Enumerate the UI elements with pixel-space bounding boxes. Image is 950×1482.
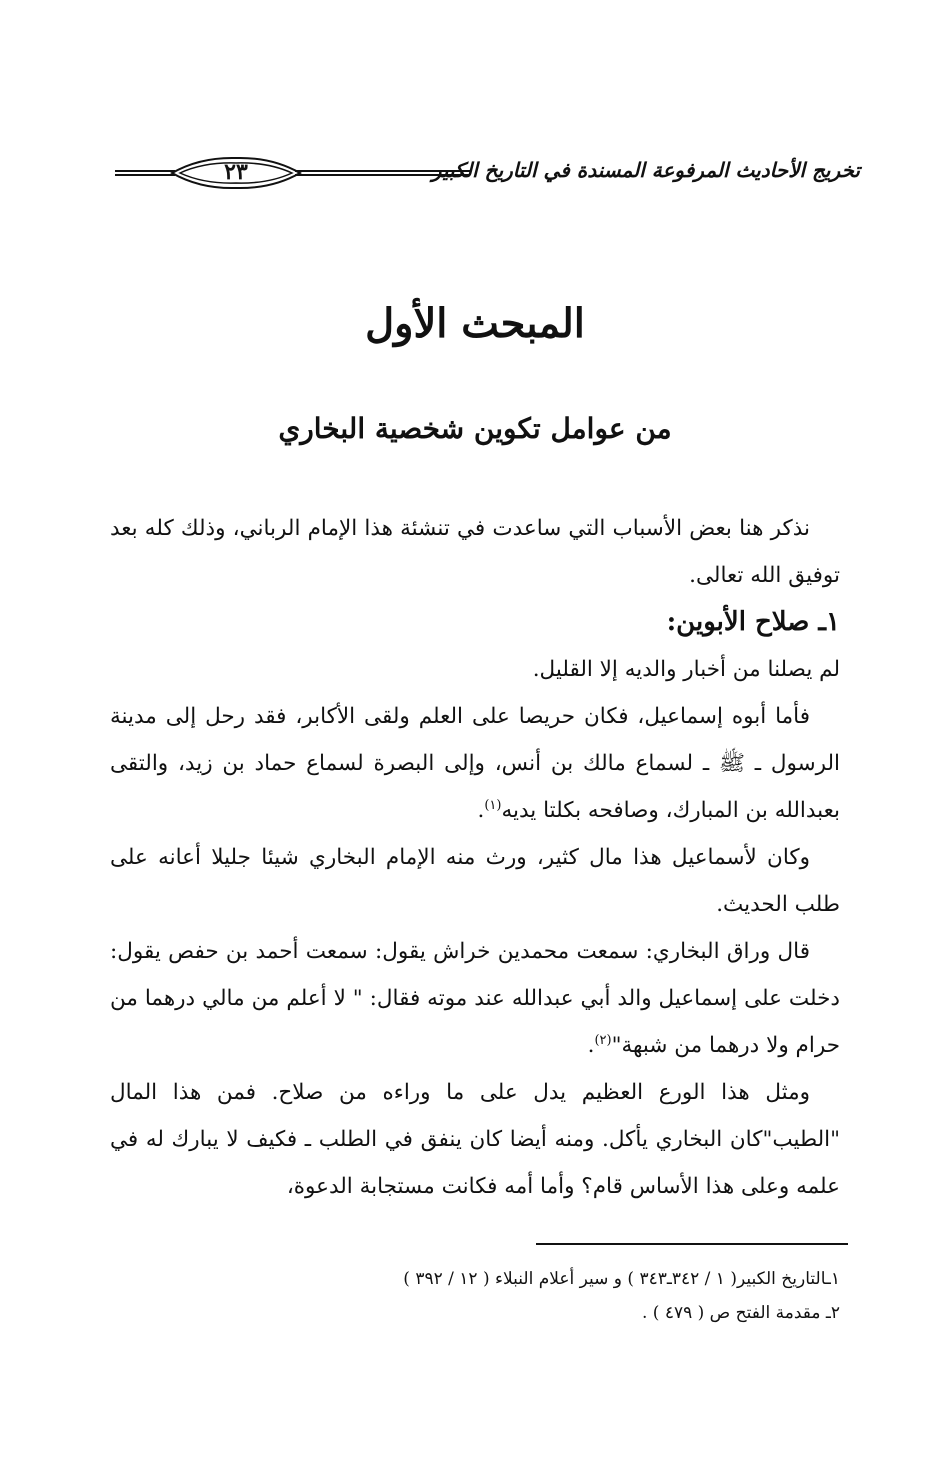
footnote-separator <box>536 1243 848 1245</box>
footnote-1: ١ـالتاريخ الكبير( ١ / ٣٤٢ـ٣٤٣ ) و سير أعلام النبلاء ( ١٢ / ٣٩٢ ) <box>403 1269 840 1289</box>
page-number: ٢٣ <box>224 159 248 185</box>
section-subtitle: من عوامل تكوين شخصية البخاري <box>278 412 672 445</box>
chapter-title: المبحث الأول <box>365 300 585 347</box>
header-rule-right <box>295 170 470 176</box>
paragraph-4 <box>110 928 840 1069</box>
paragraph-4-text: قال وراق البخاري: سمعت محمدين خراش يقول: سمعت أحمد بن حفص يقول: دخلت على إسماعيل والد أبي عبدالله عند موته فقال: " لا أعلم من مالي درهما من حرام ولا درهما من شبهة" <box>110 939 840 1058</box>
header-rule-left <box>115 170 175 176</box>
subheading-parents-piety: ١ـ صلاح الأبوين: <box>666 607 840 637</box>
paragraph-3: وكان لأسماعيل هذا مال كثير، ورث منه الإمام البخاري شيئا جليلا أعانه على طلب الحديث. <box>110 845 840 917</box>
footnote-ref-1: (١) <box>484 797 502 813</box>
paragraph-5: ومثل هذا الورع العظيم يدل على ما وراءه من صلاح. فمن هذا المال "الطيب"كان البخاري يأكل. ومنه أيضا كان ينفق في الطلب ـ فكيف لا يبارك له في علمه وعلى هذا الأساس قام؟ وأما أمه فكانت مستجابة الدعوة، <box>110 1080 840 1199</box>
running-header <box>115 150 860 200</box>
paragraph-2 <box>110 693 840 834</box>
paragraph-2-text: فأما أبوه إسماعيل، فكان حريصا على العلم ولقى الأكابر، فقد رحل إلى مدينة الرسول ـ ﷺ ـ لسماع مالك بن أنس، وإلى البصرة لسماع حماد بن زيد، والتقى بعبدالله بن المبارك، وصافحه بكلتا يديه <box>110 704 840 823</box>
page-number-frame <box>170 155 302 191</box>
paragraph-2-end: . <box>477 798 485 823</box>
paragraph-1: لم يصلنا من أخبار والديه إلا القليل. <box>532 657 840 682</box>
paragraph-4-end: . <box>587 1033 595 1058</box>
intro-paragraph: نذكر هنا بعض الأسباب التي ساعدت في تنشئة هذا الإمام الرباني، وذلك كله بعد توفيق الله تعالى. <box>110 516 840 588</box>
footnotes <box>110 1262 840 1330</box>
body-text <box>110 505 840 1210</box>
footnote-ref-2: (٢) <box>594 1032 612 1048</box>
book-title: تخريج الأحاديث المرفوعة المسندة في التاريخ الكبير <box>431 158 860 182</box>
footnote-2: ٢ـ مقدمة الفتح ص ( ٤٧٩ ) . <box>641 1303 840 1323</box>
